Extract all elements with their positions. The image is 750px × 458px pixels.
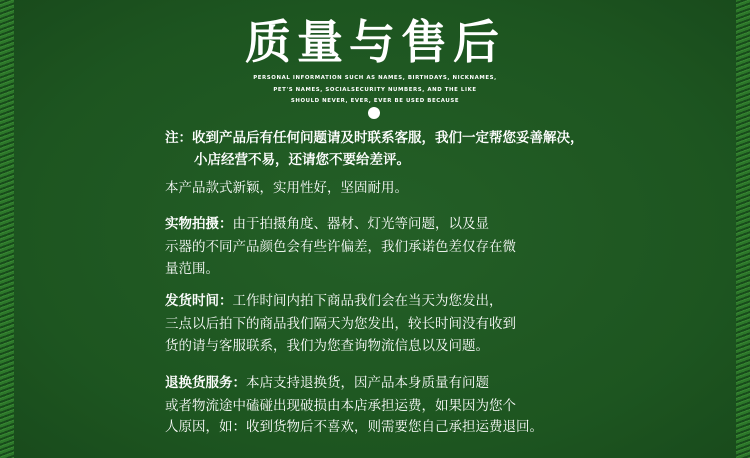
- shipping-line-3: 货的请与客服联系，我们为您查询物流信息以及问题。: [165, 338, 489, 354]
- note-line-1: [165, 127, 584, 149]
- subtitle-line: PET'S NAMES, SOCIALSECURITY NUMBERS, AND THE LIKE: [273, 86, 477, 93]
- shipping-text: 工作时间内拍下商品我们会在当天为您发出，: [232, 293, 503, 309]
- shipping-label: 发货时间：: [165, 293, 233, 309]
- shipping-line-2: 三点以后拍下的商品我们隔天为您发出，较长时间没有收到: [165, 316, 516, 332]
- returns-line-1: [165, 372, 489, 394]
- returns-line-3: 人原因，如：收到货物后不喜欢，则需要您自己承担运费退回。: [165, 419, 543, 435]
- photo-label: 实物拍摄：: [165, 216, 233, 232]
- photo-line-1: [165, 213, 489, 235]
- subtitle-block: [0, 73, 750, 108]
- intro-text: 本产品款式新颖，实用性好，坚固耐用。: [165, 180, 408, 196]
- note-text: 收到产品后有任何问题请及时联系客服，我们一定帮您妥善解决，: [192, 130, 584, 146]
- returns-label: 退换货服务：: [165, 375, 246, 391]
- photo-text: 由于拍摄角度、器材、灯光等问题，以及显: [232, 216, 489, 232]
- photo-line-2: 示器的不同产品颜色会有些许偏差，我们承诺色差仅存在微: [165, 239, 516, 255]
- page-title: 质量与售后: [245, 15, 505, 69]
- divider-dot: [368, 107, 380, 119]
- subtitle-line: SHOULD NEVER, EVER, EVER BE USED BECAUSE: [290, 98, 460, 104]
- note-text: 小店经营不易，还请您不要给差评。: [194, 152, 410, 168]
- note-label: 注：: [165, 130, 192, 146]
- subtitle-line: PERSONAL INFORMATION SUCH AS NAMES, BIRTHDAYS, NICKNAMES,: [253, 75, 497, 81]
- note-line-2: [194, 149, 410, 171]
- returns-text: 本店支持退换货，因产品本身质量有问题: [246, 375, 489, 391]
- shipping-line-1: [165, 290, 503, 312]
- returns-line-2: 或者物流途中磕碰出现破损由本店承担运费，如果因为您个: [165, 398, 516, 414]
- photo-line-3: 量范围。: [165, 261, 219, 277]
